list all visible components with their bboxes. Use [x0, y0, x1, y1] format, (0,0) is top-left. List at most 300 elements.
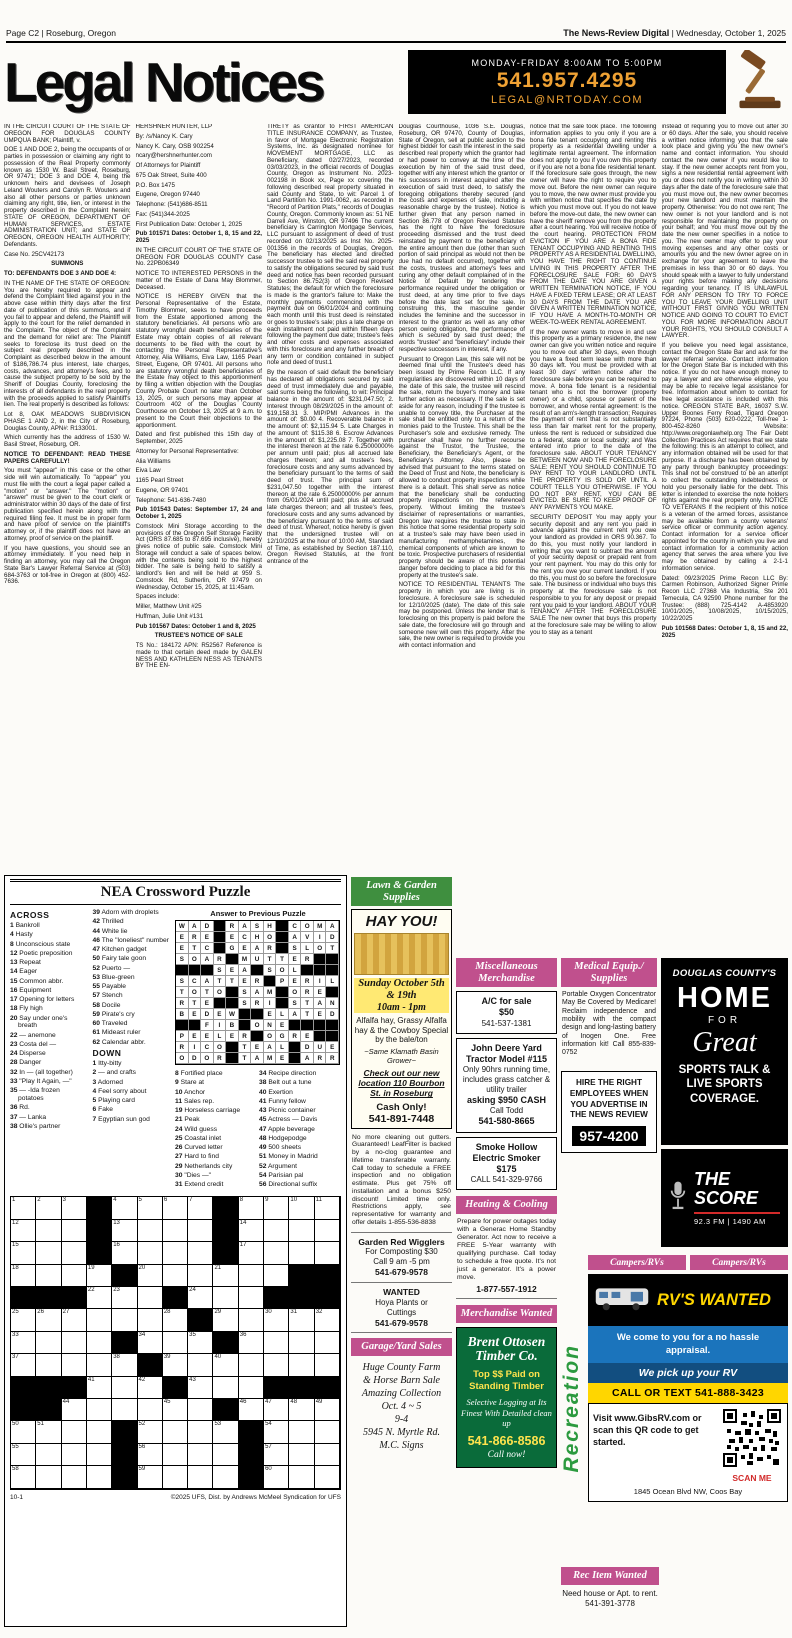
answer-cell: T	[301, 998, 314, 1009]
publication-info	[563, 28, 786, 38]
clue: 43 Picnic container	[259, 1107, 316, 1115]
douglas-top-line: DOUGLAS COUNTY'S	[672, 968, 777, 979]
answer-cell: A	[251, 987, 264, 998]
answer-cell	[301, 1020, 314, 1031]
puzzle-cell	[239, 1444, 264, 1466]
ac-phone: 541-537-1381	[481, 1018, 532, 1028]
puzzle-cell: 22	[87, 1287, 112, 1309]
answer-cell: V	[301, 932, 314, 943]
legal-paragraph: Eiva Law	[135, 467, 161, 475]
puzzle-cell	[36, 1377, 61, 1399]
puzzle-cell: 23	[112, 1287, 137, 1309]
legal-paragraph: NOTICE TO DEFENDANT: READ THESE PAPERS CAREFULLY!	[4, 450, 131, 465]
puzzle-cell	[36, 1242, 61, 1264]
answer-cell: E	[214, 1009, 227, 1020]
clue: 33 "Play It Again, —"	[10, 1078, 72, 1086]
puzzle-cell	[213, 1377, 238, 1399]
puzzle-date-code: 10-1	[10, 1493, 24, 1501]
puzzle-cell	[138, 1399, 163, 1421]
answer-cell: L	[276, 1009, 289, 1020]
puzzle-cell	[213, 1197, 238, 1219]
answer-cell	[301, 965, 314, 976]
clue: 49 500 sheets	[259, 1144, 302, 1152]
clue: 58 Docile	[92, 1001, 121, 1009]
puzzle-cell	[264, 1265, 289, 1287]
legal-phone: 541.957.4295	[496, 69, 638, 92]
hoya-line2: Hoya Plants or	[375, 1297, 428, 1307]
answer-cell	[226, 1042, 239, 1053]
wigglers-line1: Garden Red Wigglers	[358, 1236, 445, 1247]
puzzle-cell	[289, 1287, 314, 1309]
puzzle-cell	[163, 1332, 188, 1354]
answer-cell: D	[301, 1042, 314, 1053]
answer-cell: E	[201, 1031, 214, 1042]
answer-cell: R	[289, 1031, 302, 1042]
answer-cell: E	[239, 976, 252, 987]
legal-paragraph: SECURITY DEPOSIT You may apply your security deposit and any rent you paid in advance against the current rent you owe your landlord as provided in ORS 90.367. To do this, you must notify your landlord in writing that you want to subtract the amount of your security deposit or prepaid rent from your rent payment. You may do this only for the rent you owe your current landlord. If you do this, you must do so before the foreclosure sale. The business or individual who buys this property at the foreclosure sale is not responsible to you for any deposit or prepaid rent you paid to your landlord. ABOUT YOUR TENANCY AFTER THE FORECLOSURE SALE The new owner that buys this property at the foreclosure sale may be willing to allow you to stay as a tenant	[530, 513, 657, 636]
answer-cell	[276, 998, 289, 1009]
puzzle-cell	[188, 1444, 213, 1466]
answer-cell	[326, 954, 339, 965]
answer-cell: O	[301, 921, 314, 932]
clue: 50 Fairy tale goon	[92, 955, 147, 963]
puzzle-cell	[264, 1287, 289, 1309]
puzzle-cell: 26	[36, 1309, 61, 1331]
rv-call-text: CALL OR TEXT 541-888-3423	[588, 1383, 788, 1403]
legal-paragraph: Dated and first published this 15th day of September, 2025	[135, 431, 262, 445]
legal-paragraph: You must "appear" in this case or the other side will win automatically. To "appear" you must file with the court a legal paper called a "motion" or "answer." The "motion" or "answer" must be given to the court clerk or administrator within 30 days of the date of first publication specified herein along with the required filing fee. It must be in proper form and have proof of service on the plaintiff's attorney or, if the plaintiff does not have an attorney, proof of service on the plaintiff.	[4, 467, 131, 542]
clue: 46 The "loneliest" number	[92, 936, 169, 944]
gibs-rv-ad	[588, 1403, 788, 1502]
clue: 40 Exertion	[259, 1088, 293, 1096]
answer-cell: E	[176, 943, 189, 954]
answer-cell	[226, 998, 239, 1009]
puzzle-cell	[87, 1466, 112, 1488]
legal-paragraph: IN THE NAME OF THE STATE OF OREGON: You are hereby required to appear and defend the Complaint filed against you in the above case within thirty days after the first date of publication of this summons, and if you fail to appear and defend, the Plaintiff will apply to the court for the relief demanded in the Complaint. The object of the Complaint and the demand for relief are: The Plaintiff seeks to foreclose its trust deed on the subject real property described in the Complaint as described below in the amount of $186,786.74 plus interest, late charges, costs, advances, and attorney's fees, and to cause the subject property to be sold by the Sheriff of Douglas County, foreclosing the interests of all defendants in the real property with the proceeds applied to satisfy Plaintiff's lien. The real property is described as follows:	[4, 279, 131, 409]
puzzle-cell	[36, 1287, 61, 1309]
puzzle-cell	[62, 1377, 87, 1399]
clue: 32 In — (all together)	[10, 1068, 73, 1076]
legal-paragraph: NOTICE IS HEREBY GIVEN that the Personal Representative of the Estate, Timothy Blommer, seeks to have proceeds from the Estate apportioned among the statutory beneficiaries. All persons who are statutory wrongful death beneficiaries of the Estate may obtain copies of all relevant documents to be filed with the court by contacting the Personal Representative's Attorney, Alia Williams, Eiva Law, 1165 Pearl Street, Eugene, OR 97401. All persons who are statutory wrongful death beneficiaries of the Estate may object to this apportionment by filing a written objection with the Douglas County Probate Court no later than October 13, 2025, or such persons may appear at Courtroom 402 of the Douglas County Courthouse on October 13, 2025 at 9 a.m. to present to the Court their objections to the apportionment.	[135, 293, 262, 429]
legal-column-1	[4, 124, 131, 684]
answer-cell	[226, 987, 239, 998]
answer-cell	[251, 1031, 264, 1042]
legal-paragraph: Huffman, Julie Unit #131	[135, 612, 204, 620]
rv-icon	[593, 1284, 651, 1317]
answer-cell: W	[226, 1009, 239, 1020]
deere-price: asking $950 CASH	[466, 1095, 547, 1106]
puzzle-cell	[315, 1466, 340, 1488]
puzzle-cell	[87, 1309, 112, 1331]
clue: 42 Thrilled	[92, 918, 124, 926]
puzzle-cell: 18	[11, 1265, 36, 1287]
puzzle-cell	[62, 1220, 87, 1242]
answer-cell: E	[314, 987, 327, 998]
puzzle-cell	[112, 1377, 137, 1399]
clue: 21 Peak	[175, 1116, 200, 1124]
answer-cell: T	[326, 943, 339, 954]
puzzle-cell	[289, 1220, 314, 1242]
puzzle-cell	[163, 1242, 188, 1264]
clue: 35 — -Ida frozen potatoes	[10, 1087, 60, 1103]
section-title: Legal Notices	[4, 50, 323, 113]
legal-paragraph: If you believe you need legal assistance, contact the Oregon State Bar and ask for the lawyer referral service. Contact information for the Oregon State Bar is included with this notice. If you do not have enough money to pay a lawyer and are otherwise eligible, you may be able to receive legal assistance for free. Information about whom to contact for free legal assistance is included with this notice. OREGON STATE BAR, 16037 S.W. Upper Boones Ferry Road, Tigard Oregon 97224, Phone (503) 620-0222, Toll-free 1-800-452-8260 Website: http://www.oregonlawhelp.org The Fair Debt Collection Practices Act requires that we state the following: this is an attempt to collect, and any information obtained will be used for that purpose. If a discharge has been obtained by any party through bankruptcy proceedings: This shall not be construed to be an attempt to collect the outstanding indebtedness or hold you personally liable for the debt. This letter is intended to exercise the note holders rights against the real property only. NOTICE TO VETERANS If the recipient of this notice is a veteran of the armed forces, assistance may be available from a county veterans' service officer or community action agency. Contact information for a service officer appointed for the county in which you live and contact information for a community action agency that serves the area where you live may be obtained by calling a 2-1-1 information service.	[661, 342, 788, 572]
answer-cell: E	[276, 1020, 289, 1031]
puzzle-cell	[188, 1265, 213, 1287]
answer-cell: C	[201, 943, 214, 954]
puzzle-cell: 37	[11, 1354, 36, 1376]
campers-rvs-header-right: Campers/RVs	[690, 1255, 788, 1270]
answer-cell: B	[176, 1009, 189, 1020]
answer-cell: A	[251, 943, 264, 954]
puzzle-cell: 12	[11, 1220, 36, 1242]
puzzle-cell	[213, 1332, 238, 1354]
clue: 29 Netherlands city	[175, 1162, 233, 1170]
brent-cta: Call now!	[487, 1449, 526, 1460]
brent-offer: Top $$ Paid on Standing Timber	[469, 1369, 544, 1392]
clue: 51 Money in Madrid	[259, 1153, 318, 1161]
classified-column-misc	[456, 958, 557, 1468]
clue-column-1	[10, 909, 87, 1190]
puzzle-cell	[138, 1287, 163, 1309]
hoya-wanted-ad	[351, 1283, 452, 1333]
puzzle-cell	[36, 1466, 61, 1488]
puzzle-cell: 56	[138, 1444, 163, 1466]
answer-cell: I	[189, 1042, 202, 1053]
puzzle-cell	[188, 1220, 213, 1242]
answer-cell: S	[214, 965, 227, 976]
clue: 55 Payable	[92, 983, 126, 991]
answer-cell: I	[264, 998, 277, 1009]
clue: 18 Fly high	[10, 1005, 43, 1013]
puzzle-cell	[11, 1399, 36, 1421]
clue: 8 Fortified place	[175, 1070, 223, 1077]
answer-cell: A	[326, 921, 339, 932]
answer-cell	[189, 1020, 202, 1031]
clue: 13 Repeat	[10, 959, 41, 967]
puzzle-cell	[239, 1309, 264, 1331]
publication-date: | Wednesday, October 1, 2025	[669, 28, 786, 38]
answer-cell: C	[239, 932, 252, 943]
clue: 48 Hodgepodge	[259, 1134, 307, 1142]
clue: 39 Adorn with droplets	[92, 909, 159, 916]
legal-paragraph: Telephone: (541)686-8511	[135, 201, 208, 208]
legal-paragraph: Which currently has the address of 1530 W. Basil Street, Roseburg, OR.	[4, 434, 131, 448]
puzzle-cell: 32	[315, 1309, 340, 1331]
puzzle-cell: 55	[11, 1444, 36, 1466]
answer-cell: R	[214, 1053, 227, 1064]
clue: 4 Hasty	[10, 931, 33, 939]
answer-cell	[314, 954, 327, 965]
clue: 53 Blue-green	[92, 973, 135, 981]
legal-paragraph: If the new owner wants to move in and use this property as a primary residence, the new owner can give you written notice and require you to move out after 30 days, even though you have a fixed term lease with more than 30 days left. You must be provided with at least 30 days' written notice after the foreclosure sale before you can be required to move. A bona fide tenant is a residential tenant who is not the borrower (property owner) or a child, spouse or parent of the borrower, and whose rental agreement: Is the result of an arm's-length transaction; Requires the payment of rent that is not substantially less than fair market rent for the property, unless the rent is reduced or subsidized due to a federal, state or local subsidy; and Was entered into prior to the date of the foreclosure sale. ABOUT YOUR TENANCY BETWEEN NOW AND THE FORECLOSURE SALE: RENT YOU SHOULD CONTINUE TO PAY RENT TO YOUR LANDLORD UNTIL THE PROPERTY IS SOLD OR UNTIL A COURT TELLS YOU OTHERWISE. IF YOU DO NOT PAY RENT, YOU CAN BE EVICTED. BE SURE TO KEEP PROOF OF ANY PAYMENTS YOU MAKE.	[530, 328, 657, 511]
legal-paragraph: HERSHNER HUNTER, LLP	[135, 124, 213, 130]
puzzle-cell	[163, 1287, 188, 1309]
farm-line: 9-4	[394, 1413, 409, 1425]
answer-cell: O	[276, 965, 289, 976]
answer-cell: G	[276, 1031, 289, 1042]
puzzle-cell	[289, 1444, 314, 1466]
puzzle-cell: 5	[138, 1197, 163, 1219]
answer-cell: A	[301, 1053, 314, 1064]
puzzle-cell: 48	[289, 1399, 314, 1421]
brent-phone: 541-866-8586	[467, 1433, 546, 1448]
answer-cell	[251, 965, 264, 976]
campers-rvs-header-left: Campers/RVs	[588, 1255, 686, 1270]
legal-paragraph: Of Attorneys for Plaintiff	[135, 162, 201, 169]
puzzle-cell	[163, 1421, 188, 1443]
puzzle-cell	[315, 1444, 340, 1466]
clue: 47 Kitchen gadget	[92, 946, 147, 954]
answer-cell: T	[214, 976, 227, 987]
answer-cell: E	[201, 998, 214, 1009]
clue: 23 Costa del —	[10, 1040, 57, 1048]
legal-paragraph: 1165 Pearl Street	[135, 477, 184, 484]
puzzle-cell	[239, 1377, 264, 1399]
answer-cell: T	[239, 1042, 252, 1053]
clue: 5 Playing card	[92, 1097, 135, 1105]
clue: 36 Rd.	[10, 1104, 30, 1112]
puzzle-cell: 52	[138, 1421, 163, 1443]
puzzle-cell	[36, 1444, 61, 1466]
answer-cell	[326, 965, 339, 976]
farm-line: Huge County Farm	[362, 1361, 441, 1373]
answer-cell: T	[226, 976, 239, 987]
puzzle-cell	[264, 1242, 289, 1264]
puzzle-cell: 21	[213, 1265, 238, 1287]
answer-cell: A	[264, 1042, 277, 1053]
answer-cell: S	[176, 976, 189, 987]
puzzle-cell	[36, 1399, 61, 1421]
answer-cell: A	[239, 921, 252, 932]
answer-cell: E	[226, 965, 239, 976]
puzzle-cell	[289, 1354, 314, 1376]
puzzle-cell	[315, 1377, 340, 1399]
legal-column-2	[136, 124, 263, 870]
answer-cell: E	[239, 943, 252, 954]
answer-cell: E	[226, 932, 239, 943]
clue: 27 Hard to find	[175, 1153, 219, 1161]
clue: 4 Feel sorry about	[92, 1087, 147, 1095]
puzzle-cell	[87, 1399, 112, 1421]
clue: 14 Eager	[10, 968, 38, 976]
answer-cell: R	[251, 998, 264, 1009]
gibs-address: 1845 Ocean Blvd NW, Coos Bay	[633, 1487, 743, 1497]
puzzle-cell: 45	[163, 1399, 188, 1421]
puzzle-cell: 6	[163, 1197, 188, 1219]
legal-paragraph: Dated: 09/23/2025 Prime Recon LLC By: Carmen Robinson, Authorized Signer Prime Recon LLC 27368 Via Industria, Ste 201 Temecula, CA 92590 Phone number for the Trustee: (888) 725-4142 A-4853920 10/01/2025, 10/08/2025, 10/15/2025, 10/22/2025	[661, 574, 788, 622]
puzzle-cell	[112, 1265, 137, 1287]
legal-column-6	[662, 124, 789, 953]
answer-cell: R	[301, 987, 314, 998]
puzzle-cell: 16	[112, 1242, 137, 1264]
answer-cell: A	[189, 921, 202, 932]
legal-paragraph: Alia Williams	[135, 457, 171, 465]
answer-cell	[314, 1031, 327, 1042]
answer-cell: H	[264, 921, 277, 932]
answer-cell: S	[289, 998, 302, 1009]
answer-cell	[176, 1020, 189, 1031]
publication-name: The News-Review Digital	[563, 28, 670, 38]
clue: 30 "Dies —"	[175, 1171, 212, 1179]
answer-cell: R	[251, 976, 264, 987]
puzzle-cell: 19	[87, 1265, 112, 1287]
puzzle-cell: 50	[11, 1421, 36, 1443]
puzzle-cell: 4	[112, 1197, 137, 1219]
lawn-garden-header: Lawn & Garden Supplies	[351, 877, 452, 906]
answer-cell: L	[301, 943, 314, 954]
answer-cell: D	[326, 932, 339, 943]
puzzle-cell: 42	[138, 1377, 163, 1399]
answer-cell: A	[201, 954, 214, 965]
puzzle-cell	[62, 1354, 87, 1376]
answer-cell: O	[289, 987, 302, 998]
answer-cell: S	[239, 998, 252, 1009]
answer-cell: R	[214, 954, 227, 965]
puzzle-cell	[138, 1220, 163, 1242]
clue: 52 Puerto —	[92, 964, 131, 972]
answer-cell: U	[251, 954, 264, 965]
puzzle-cell: 47	[264, 1399, 289, 1421]
rvs-wanted-banner	[588, 1274, 788, 1326]
answer-cell: R	[264, 943, 277, 954]
puzzle-cell: 49	[315, 1399, 340, 1421]
puzzle-cell	[62, 1332, 87, 1354]
puzzle-cell: 2	[36, 1197, 61, 1219]
clue: 38 Belt out a tune	[259, 1079, 312, 1087]
answer-cell: E	[189, 1009, 202, 1020]
inogen-ad: Portable Oxygen Concentrator May Be Covered by Medicare! Reclaim independence and mobility with the compact design and long-lasting battery of Inogen One. Free information kit! Call 855-839-0752	[562, 991, 656, 1057]
puzzle-cell	[188, 1242, 213, 1264]
sports-radio-ad	[661, 958, 788, 1145]
puzzle-cell	[163, 1444, 188, 1466]
clue: 57 Stench	[92, 992, 123, 1000]
hay-ad-title: HAY YOU!	[365, 913, 438, 931]
answer-cell: T	[189, 998, 202, 1009]
answer-cell: E	[226, 1031, 239, 1042]
puzzle-cell	[87, 1421, 112, 1443]
smoker-line: Smoke Hollow	[475, 1141, 538, 1152]
classifieds-section	[0, 875, 792, 1638]
puzzle-cell	[315, 1421, 340, 1443]
legal-paragraph: TIRETY as Grantor to FIRST AMERICAN TITLE INSURANCE COMPANY, as Trustee, in favor of Mortgage Electronic Registration Systems, Inc. as designated nominee for MOVEMENT MORTGAGE, LLC as Beneficiary, dated 02/27/2023, recorded 03/03/2023, in the official records of Douglas County, Oregon as Instrument No. 2023-002198 in Book xx, Page xx covering the following described real property situated in said County and State, to wit: Parcel 1 of Land Partition No. 1991-0062, as recorded in "Record of Partition Plats," records of Douglas County, Oregon. Commonly known as: 51 NE Darrell Ave, Winston, OR 97496 The current beneficiary is Carrington Mortgage Services, LLC pursuant to assignment of deed of trust recorded on 02/13/2025 as Inst No. 2025-001356 in the records of Douglas, Oregon. The beneficiary has elected and directed successor trustee to sell the said real property to satisfy the obligations secured by said trust deed and notice has been recorded pursuant to Section 86.752(3) of Oregon Revised Statutes; the default for which the foreclosure is made is the grantor's failure to: Make the monthly payments commencing with the payment due on 06/01/2024 and continuing each month until this trust deed is reinstated or goes to trustee's sale; plus a late charge on each installment not paid within fifteen days following the payment due date; trustee's fees and other costs and expenses associated with this foreclosure and any further breach of any term or condition contained in subject note and deed of trust.1	[267, 124, 394, 367]
answer-cell: I	[214, 1020, 227, 1031]
puzzle-cell	[138, 1354, 163, 1376]
puzzle-cell: 13	[112, 1220, 137, 1242]
clue: 61 Mideast ruler	[92, 1029, 141, 1037]
legal-columns	[4, 124, 788, 953]
answer-cell	[189, 965, 202, 976]
clue: 38 Ollie's partner	[10, 1122, 61, 1130]
answer-cell: B	[226, 1020, 239, 1031]
puzzle-cell	[87, 1242, 112, 1264]
answer-cell: M	[264, 987, 277, 998]
hay-ad-dates: Sunday October 5th & 19th	[354, 978, 449, 1002]
ac-price: $50	[498, 1007, 515, 1018]
puzzle-cell	[36, 1265, 61, 1287]
puzzle-cell	[188, 1421, 213, 1443]
puzzle-cell	[289, 1466, 314, 1488]
legal-paragraph: Fax: (541)344-2025	[135, 210, 190, 218]
douglas-great: Great	[692, 1027, 757, 1058]
answer-cell: U	[314, 1042, 327, 1053]
legal-paragraph: ncary@hershnerhunter.com	[135, 152, 212, 160]
answer-cell	[326, 1020, 339, 1031]
puzzle-cell: 3	[62, 1197, 87, 1219]
answer-cell: L	[326, 976, 339, 987]
answer-cell: E	[264, 1009, 277, 1020]
puzzle-cell: 17	[239, 1242, 264, 1264]
medical-header: Medical Equip./ Supplies	[561, 958, 657, 987]
puzzle-cell: 60	[264, 1466, 289, 1488]
clue: 17 Opening for letters	[10, 996, 75, 1004]
puzzle-cell	[213, 1399, 238, 1421]
puzzle-cell: 51	[36, 1421, 61, 1443]
legal-paragraph: By the reason of said default the beneficiary has declared all obligations secured by said deed of trust immediately due and payable, said sums being the following, to wit: Principal balance in the amount of: $231,047.50; 2. Interest through 08/29/2025 in the amount of: $19,158.31 3. MIP/PMI Advances in the amount of: $0.00 4. Recoverable balance in the amount of: $2,115.94 5. Late Charges in the amount of: $115.38 6. Escrow Advances in the amount of: $1,225.08 7. Together with the interest thereon at the rate 6.25000000% per annum until paid; plus all accrued late charges thereon; and all trustee's fees, foreclosure costs and any sums advanced by the beneficiary pursuant to the terms of said deed of trust. The principal sum of $231,047.50 together with the interest thereon at the rate 6.25000000% per annum from 05/01/2024 until paid; plus all accrued late charges thereon; and all trustee's fees, foreclosure costs and any sums advanced by the beneficiary pursuant to the terms of said deed of trust. Whereof, notice hereby is given that the undersigned trustee will on 12/10/2025 at the hour of 10:00 AM, Standard of Time, as established by Section 187.110, Oregon Revised Statutes, at the front entrance of the	[267, 369, 394, 565]
answer-cell: S	[239, 987, 252, 998]
clue: 62 Calendar abbr.	[92, 1038, 146, 1046]
deere-phone: 541-580-8665	[478, 1116, 535, 1127]
answer-cell: R	[326, 1053, 339, 1064]
puzzle-cell	[289, 1421, 314, 1443]
puzzle-cell: 20	[138, 1265, 163, 1287]
puzzle-cell: 53	[213, 1421, 238, 1443]
puzzle-cell	[188, 1399, 213, 1421]
answer-cell: E	[276, 1053, 289, 1064]
answer-cell: M	[314, 921, 327, 932]
puzzle-cell: 10	[289, 1197, 314, 1219]
smoker-phone: CALL 541-329-9766	[470, 1175, 543, 1185]
legal-paragraph: notice that the sale took place. The following information applies to you only if you are a bona fide tenant occupying and renting this property as a residential dwelling under a legitimate rental agreement. The information does not apply to you if you own this property or if you are not a bona fide residential tenant. If the foreclosure sale goes through, the new owner will have the right to require you to move out. Before the new owner can require you to move, the new owner must provide you with written notice that specifies the date by which you must move out. If you do not leave before the move-out date, the new owner can have the sheriff remove you from the property after a court hearing. You will receive notice of the court hearing. PROTECTION FROM EVICTION IF YOU ARE A BONA FIDE TENANT OCCUPYING AND RENTING THIS PROPERTY AS A RESIDENTIAL DWELLING, YOU HAVE THE RIGHT TO CONTINUE LIVING IN THIS PROPERTY AFTER THE FORECLOSURE SALE FOR: 60 DAYS FROM THE DATE YOU ARE GIVEN A WRITTEN TERMINATION NOTICE, IF YOU HAVE A FIXED TERM LEASE; OR AT LEAST 30 DAYS FROM THE DATE YOU ARE GIVEN A WRITTEN TERMINATION NOTICE, IF YOU HAVE A MONTH-TO-MONTH OR WEEK-TO-WEEK RENTAL AGREEMENT.	[530, 124, 657, 326]
deere-desc: Only 90hrs running time, includes grass catcher & utility trailer	[462, 1065, 551, 1095]
blank-grid	[10, 1196, 341, 1489]
hay-ad	[351, 909, 452, 1128]
puzzle-cell: 25	[11, 1309, 36, 1331]
classified-column-medical	[561, 958, 657, 1153]
legal-paragraph: Pub 101568 Dates: October 1, 8, 15 and 22, 2025	[661, 624, 788, 639]
rec-item-text: Need house or Apt. to rent. 541-391-3778	[562, 1588, 658, 1608]
answer-cell: P	[276, 976, 289, 987]
answer-caption: Answer to Previous Puzzle	[210, 909, 306, 918]
leaffilter-ad: No more cleaning out gutters. Guaranteed! LeafFilter is backed by a no-clog guarantee and lifetime transferable warranty. Call today to schedule a FREE inspection and no obligation estimate. Plus get 75% off installation and a bonus $250 discount! Limited time only. Restrictions apply, see representative for warranty and offer details 1-855-536-8838	[351, 1129, 452, 1233]
legal-paragraph: TO: DEFENDANTS DOE 3 AND DOE 4:	[4, 270, 117, 277]
puzzle-cell	[289, 1242, 314, 1264]
puzzle-cell	[112, 1466, 137, 1488]
puzzle-cell	[289, 1377, 314, 1399]
answer-cell: O	[251, 1020, 264, 1031]
answer-cell: N	[264, 1020, 277, 1031]
clue: 1 Itty-bitty	[92, 1059, 122, 1067]
rec-item-header: Rec Item Wanted	[561, 1567, 659, 1585]
puzzle-cell	[239, 1466, 264, 1488]
legal-paragraph: Pursuant to Oregon Law, this sale will not be deemed final until the Trustee's deed has been issued by Prime Recon LLC. If any irregularities are discovered within 10 days of the date of this sale, the trustee will rescind the sale, return the buyer's money and take further action as necessary. If the sale is set aside for any reason, including if the trustee is unable to convey title, the Purchaser at the sale shall be entitled only to a return of the monies paid to the Trustee. This shall be the Purchaser's sole and exclusive remedy. The purchaser shall have no further recourse against the Trustor, the Trustee, the Beneficiary, the Beneficiary's Agent, or the Beneficiary's Attorney. Also, please be advised that pursuant to the terms stated on the Deed of Trust and Note, the beneficiary is allowed to conduct property inspections while there is a default. This shall serve as notice that the beneficiary shall be conducting property inspections on the referenced property. Without limiting the trustee's disclaimer of representations or warranties, Oregon law requires the trustee to state in this notice that some residential property sold at a trustee's sale may have been used in manufacturing methamphetamines, the chemical components of which are known to be toxic. Prospective purchasers of residential property should be aware of this potential danger before deciding to place a bid for this property at the trustee's sale.	[398, 355, 525, 579]
answer-cell	[226, 1053, 239, 1064]
answer-cell: O	[176, 1053, 189, 1064]
douglas-home: HOME	[677, 982, 772, 1014]
puzzle-cell: 24	[188, 1287, 213, 1309]
answer-cell: R	[301, 976, 314, 987]
puzzle-cell	[264, 1377, 289, 1399]
answer-cell	[326, 987, 339, 998]
clue: 6 Fake	[92, 1106, 113, 1114]
answer-cell: A	[201, 976, 214, 987]
legal-paragraph: Pub 101567 Dates: October 1 and 8, 2025	[135, 622, 256, 630]
clue: 7 Egyptian sun god	[92, 1115, 150, 1123]
deere-line: John Deere Yard	[471, 1042, 542, 1053]
qr-code	[723, 1454, 781, 1471]
puzzle-cell	[289, 1332, 314, 1354]
farm-line: & Horse Barn Sale	[363, 1374, 440, 1386]
